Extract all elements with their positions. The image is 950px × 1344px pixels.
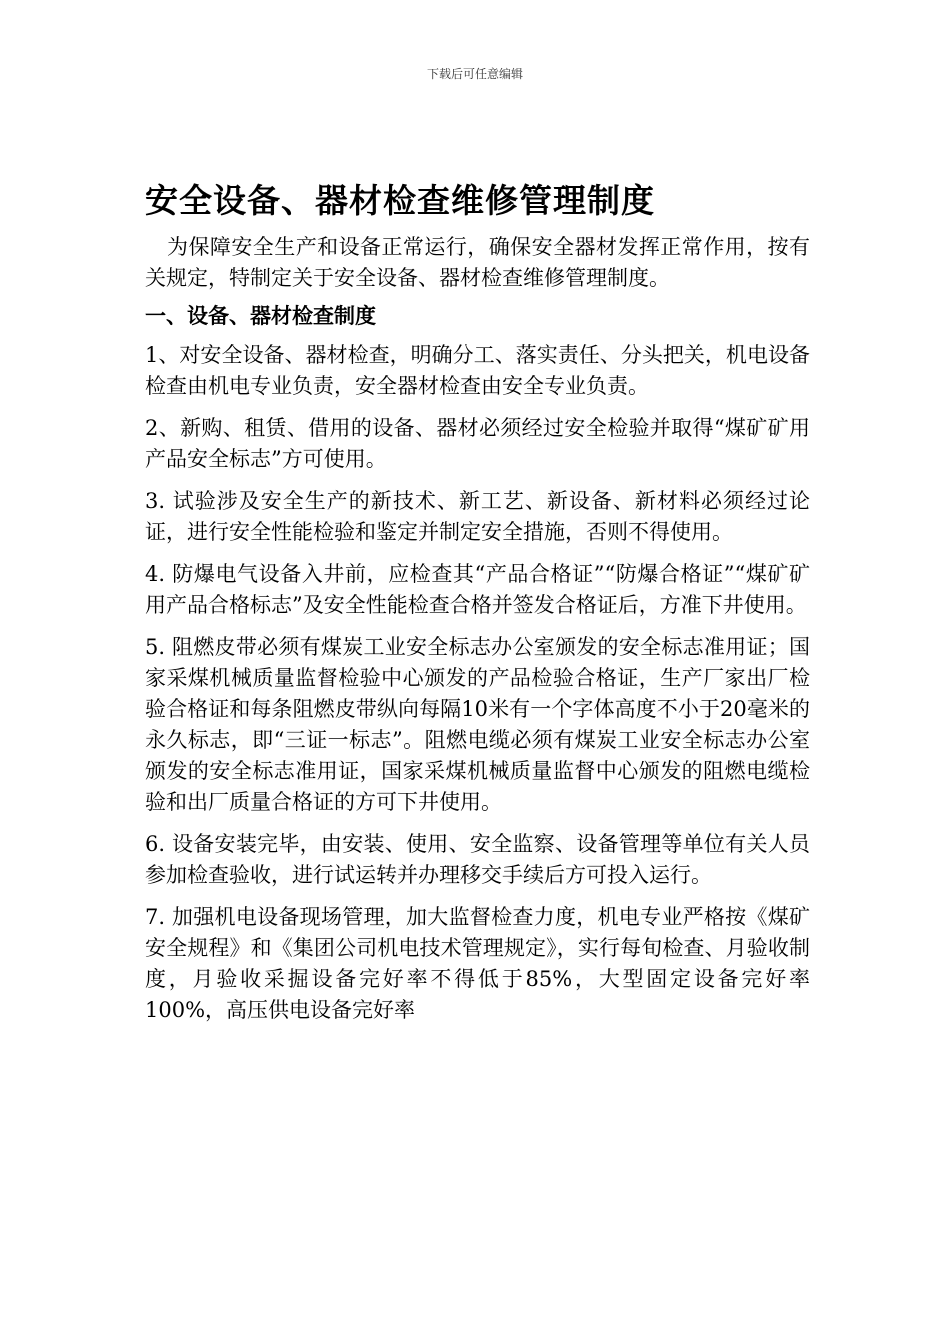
intro-paragraph: 为保障安全生产和设备正常运行，确保安全器材发挥正常作用，按有关规定，特制定关于安全设备、器材检查维修管理制度。 bbox=[145, 235, 810, 290]
document-title: 安全设备、器材检查维修管理制度 bbox=[145, 181, 655, 220]
list-item: 5. 阻燃皮带必须有煤炭工业安全标志办公室颁发的安全标志准用证；国家采煤机械质量监督检验中心颁发的产品检验合格证，生产厂家出厂检验合格证和每条阻燃皮带纵向每隔10米有一个字体高度不小于20毫米的永久标志，即“三证一标志”。阻燃电缆必须有煤炭工业安全标志办公室颁发的安全标志准用证，国家采煤机械质量监督中心颁发的阻燃电缆检验和出厂质量合格证的方可下井使用。 bbox=[145, 635, 810, 814]
list-item: 1、对安全设备、器材检查，明确分工、落实责任、分头把关，机电设备检查由机电专业负责，安全器材检查由安全专业负责。 bbox=[145, 343, 810, 398]
list-item: 3. 试验涉及安全生产的新技术、新工艺、新设备、新材料必须经过论证，进行安全性能检验和鉴定并制定安全措施，否则不得使用。 bbox=[145, 489, 810, 544]
list-item: 4. 防爆电气设备入井前，应检查其“产品合格证”“防爆合格证”“煤矿矿用产品合格标志”及安全性能检查合格并签发合格证后，方准下井使用。 bbox=[145, 562, 810, 617]
section-heading: 一、设备、器材检查制度 bbox=[145, 304, 376, 328]
list-item: 6. 设备安装完毕，由安装、使用、安全监察、设备管理等单位有关人员参加检查验收，进行试运转并办理移交手续后方可投入运行。 bbox=[145, 832, 810, 887]
list-item: 7. 加强机电设备现场管理，加大监督检查力度，机电专业严格按《煤矿安全规程》和《集团公司机电技术管理规定》，实行每旬检查、月验收制度，月验收采掘设备完好率不得低于85%，大型固定设备完好率100%，高压供电设备完好率 bbox=[145, 905, 810, 1022]
document-body bbox=[145, 178, 810, 1037]
page-header-note: 下载后可任意编辑 bbox=[426, 67, 523, 81]
list-item: 2、新购、租赁、借用的设备、器材必须经过安全检验并取得“煤矿矿用产品安全标志”方可使用。 bbox=[145, 416, 810, 471]
